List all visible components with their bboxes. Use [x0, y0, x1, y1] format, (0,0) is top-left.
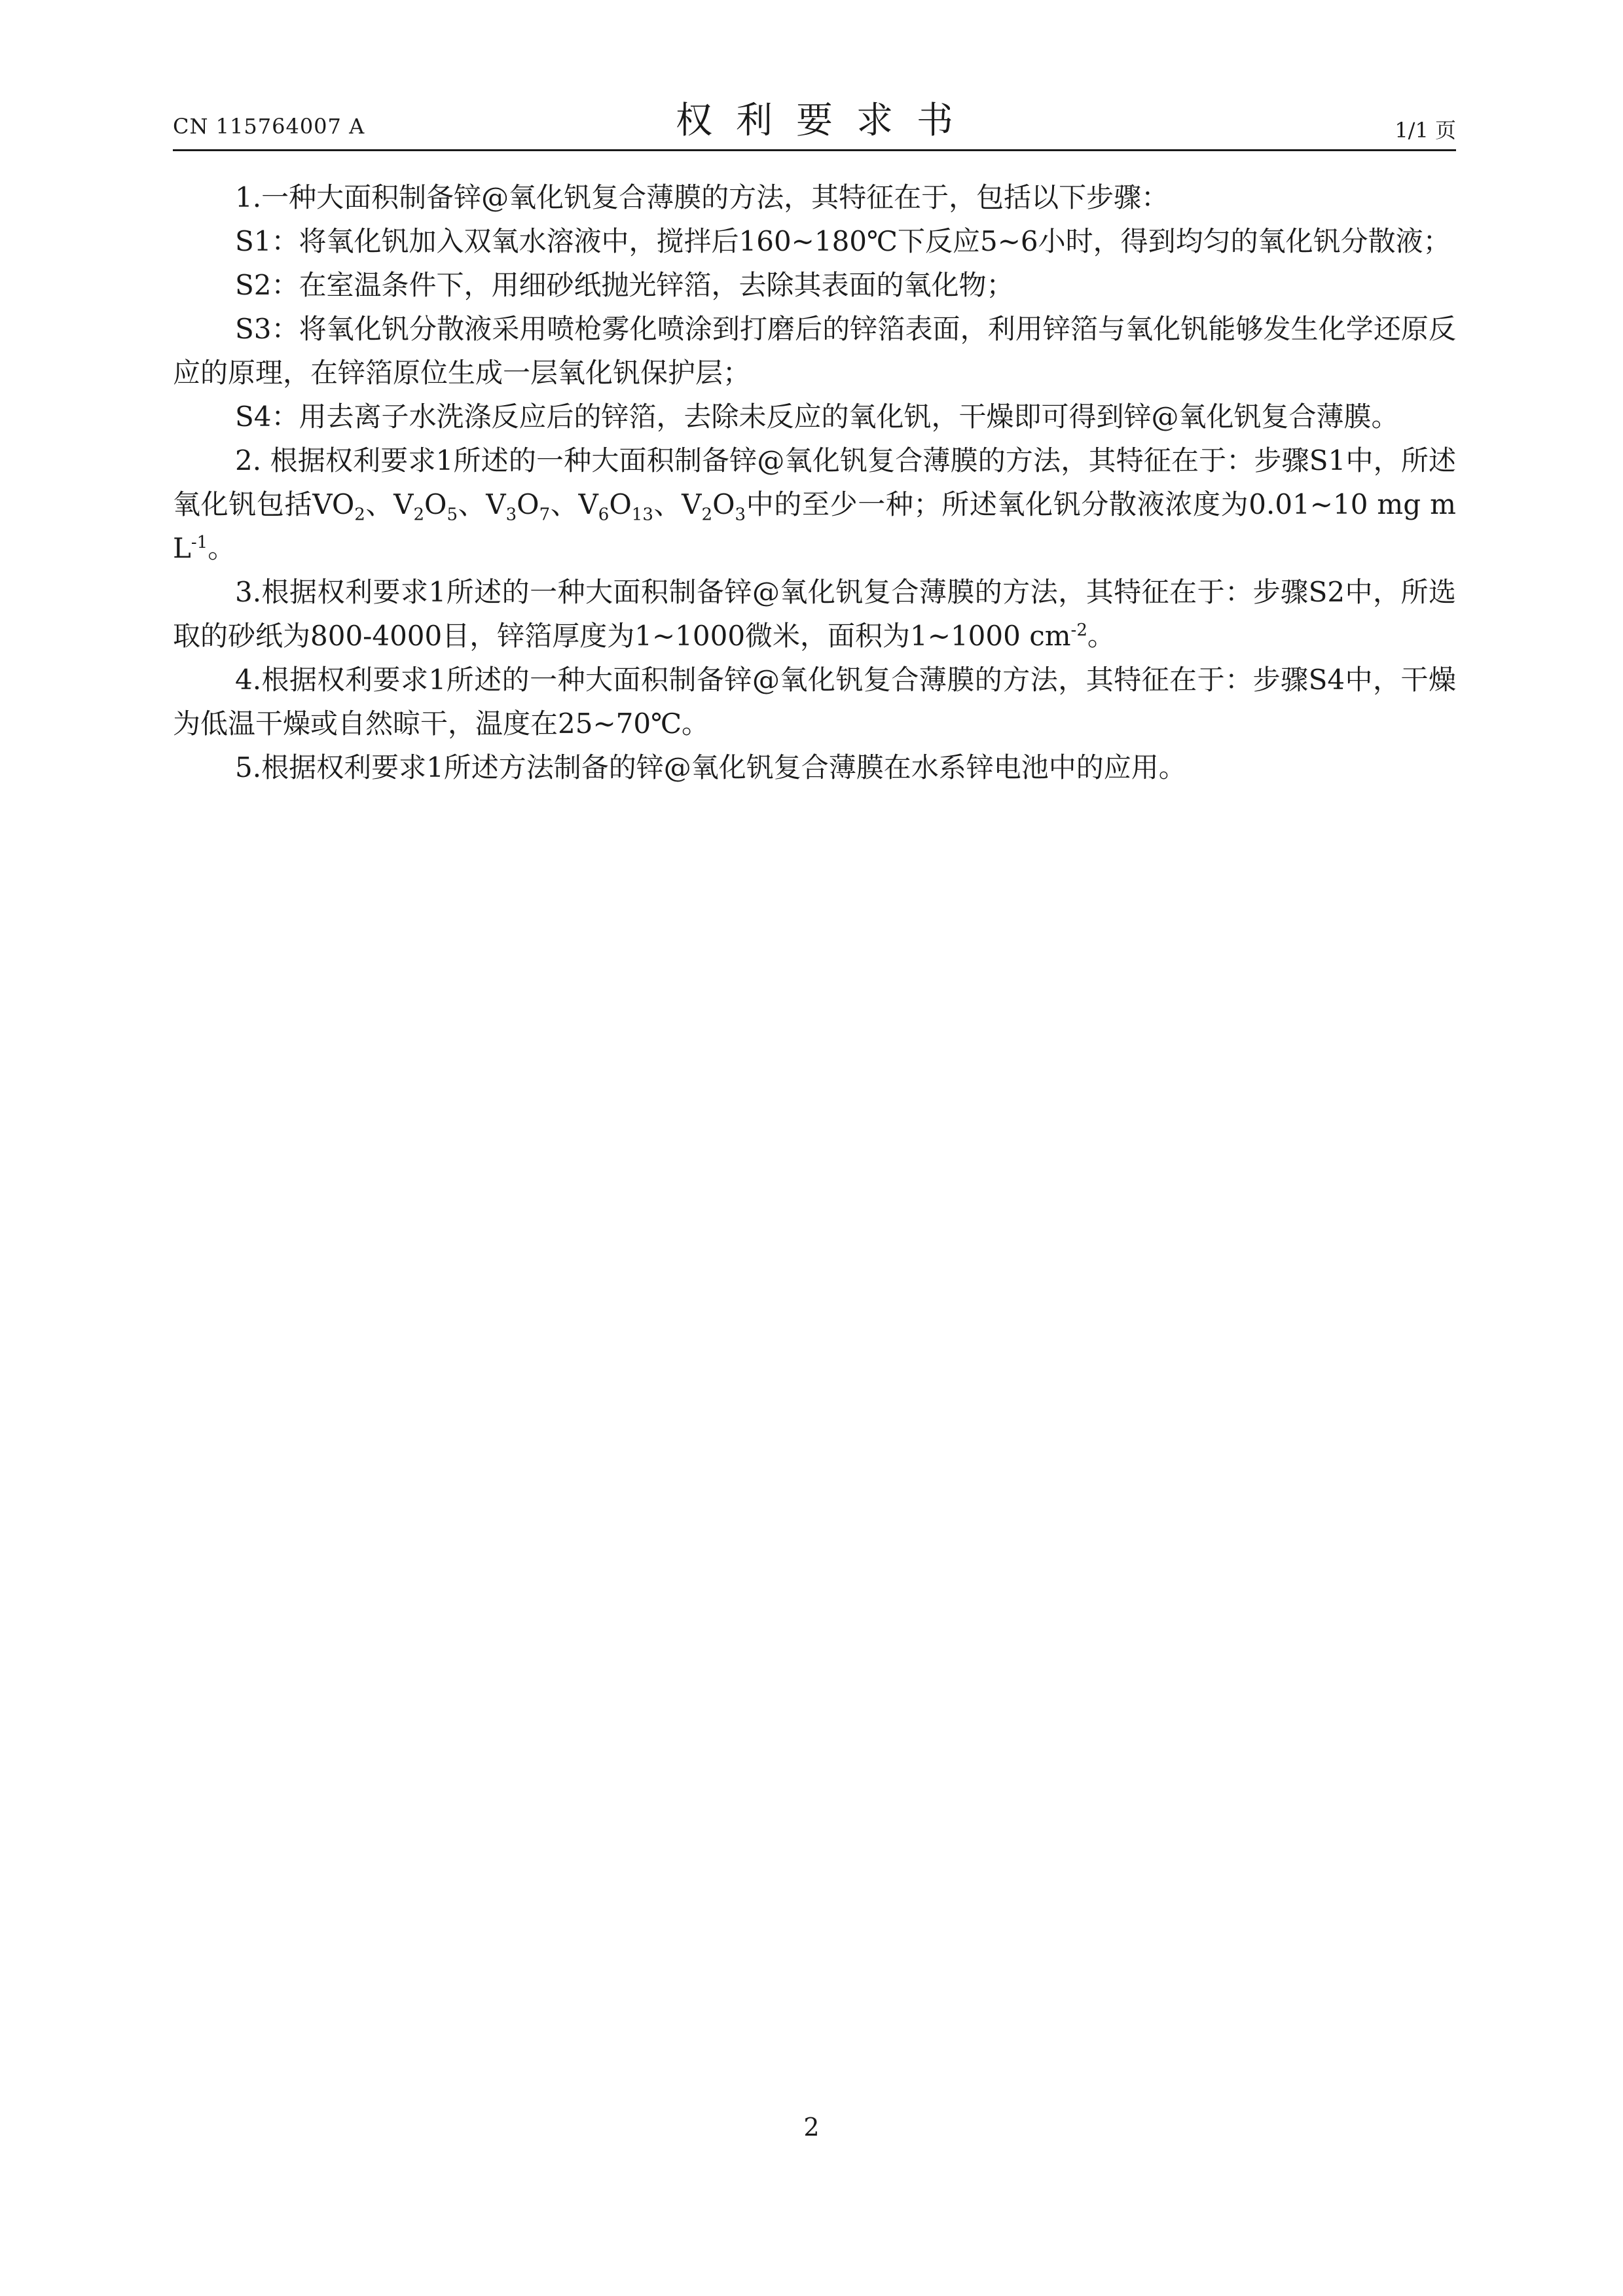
page-indicator: 1/1 页 [1395, 118, 1456, 143]
claim-1-step-s3: S3：将氧化钒分散液采用喷枪雾化喷涂到打磨后的锌箔表面，利用锌箔与氧化钒能够发生化学还原反应的原理，在锌箔原位生成一层氧化钒保护层； [173, 313, 1456, 389]
claim-2-text-a: 2. 根据权利要求1所述的一种大面积制备锌@氧化钒复合薄膜的方法，其特征在于：步骤S1中，所述氧化钒包括 [173, 444, 1456, 520]
claims-body [173, 175, 1456, 789]
formula-v2o5: $V_2O_5$ [393, 488, 458, 525]
claim-3: 3.根据权利要求1所述的一种大面积制备锌@氧化钒复合薄膜的方法，其特征在于：步骤S2中，所选取的砂纸为800-4000目，锌箔厚度为1~1000微米，面积为1~1000 $cm^{-2}$。 [173, 576, 1456, 652]
claim-2-exponent: -1 [191, 533, 208, 552]
claim-2: 2. 根据权利要求1所述的一种大面积制备锌@氧化钒复合薄膜的方法，其特征在于：步骤S1中，所述氧化钒包括$VO_2$、$V_2O_5$、$V_3O_7$、$V_6O_{13}$、$V_2O_3$中的至少一种；所述氧化钒分散液浓度为0.01~10 mg $mL^{-1}$。 [173, 444, 1456, 564]
claim-3-exponent: -2 [1070, 620, 1087, 640]
claim-2-text-b: 中的至少一种；所述氧化钒分散液浓度为0.01~10 mg mL [173, 488, 1456, 564]
page-number: 2 [803, 2113, 820, 2142]
claim-1-step-s4: S4：用去离子水洗涤反应后的锌箔，去除未反应的氧化钒，干燥即可得到锌@氧化钒复合薄膜。 [235, 401, 1399, 433]
formula-vo2: $VO_2$ [312, 488, 365, 525]
header-rule [173, 149, 1456, 151]
claim-1-intro: 1.一种大面积制备锌@氧化钒复合薄膜的方法，其特征在于，包括以下步骤： [235, 181, 1169, 213]
publication-number: CN 115764007 A [173, 114, 365, 139]
page-header [173, 92, 1456, 154]
claim-1-step-s2: S2：在室温条件下，用细砂纸抛光锌箔，去除其表面的氧化物； [235, 269, 1014, 301]
formula-v3o7: $V_3O_7$ [486, 488, 551, 525]
formula-v2o3: $V_2O_3$ [682, 488, 746, 525]
claim-5: 5.根据权利要求1所述方法制备的锌@氧化钒复合薄膜在水系锌电池中的应用。 [235, 751, 1186, 783]
document-title: 权利要求书 [676, 99, 977, 142]
formula-v6o13: $V_6O_{13}$ [578, 488, 653, 525]
claim-3-text-a: 3.根据权利要求1所述的一种大面积制备锌@氧化钒复合薄膜的方法，其特征在于：步骤S2中，所选取的砂纸为800-4000目，锌箔厚度为1~1000微米，面积为1~1000 cm [173, 576, 1456, 652]
claim-4: 4.根据权利要求1所述的一种大面积制备锌@氧化钒复合薄膜的方法，其特征在于：步骤S4中，干燥为低温干燥或自然晾干，温度在25~70℃。 [173, 664, 1456, 740]
claim-1-step-s1: S1：将氧化钒加入双氧水溶液中，搅拌后160~180℃下反应5~6小时，得到均匀的氧化钒分散液； [235, 225, 1451, 257]
